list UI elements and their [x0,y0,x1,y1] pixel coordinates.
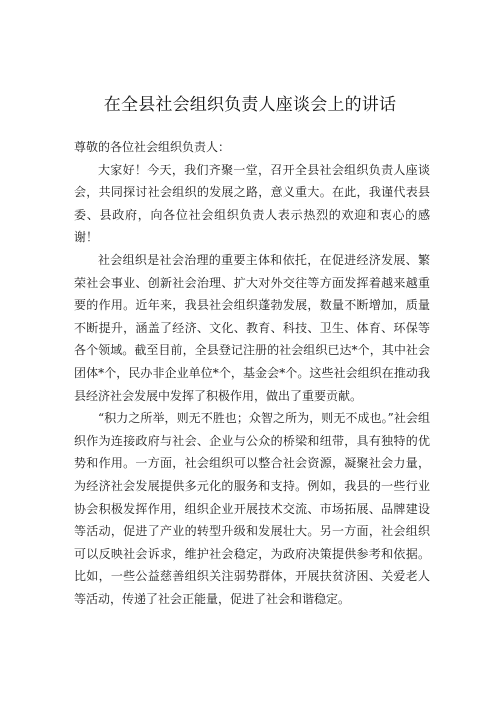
document-body [74,136,430,610]
paragraph-welcome: 大家好！今天，我们齐聚一堂，召开全县社会组织负责人座谈会，共同探讨社会组织的发展之路，意义重大。在此，我谨代表县委、县政府，向各位社会组织负责人表示热烈的欢迎和衷心的感谢！ [74,162,430,245]
document-title: 在全县社会组织负责人座谈会上的讲话 [103,95,397,115]
paragraph-advantages: “积力之所举，则无不胜也；众智之所为，则无不成也。”社会组织作为连接政府与社会、企业与公众的桥梁和纽带，具有独特的优势和作用。一方面，社会组织可以整合社会资源，凝聚社会力量，为经济社会发展提供多元化的服务和支持。例如，我县的一些行业协会积极发挥作用，组织企业开展技术交流、市场拓展、品牌建设等活动，促进了产业的转型升级和发展壮大。另一方面，社会组织可以反映社会诉求，维护社会稳定，为政府决策提供参考和依据。比如，一些公益慈善组织关注弱势群体，开展扶贫济困、关爱老人等活动，传递了社会正能量，促进了社会和谐稳定。 [74,411,430,606]
paragraph-role-of-social-organizations: 社会组织是社会治理的重要主体和依托，在促进经济发展、繁荣社会事业、创新社会治理、扩大对外交往等方面发挥着越来越重要的作用。近年来，我县社会组织蓬勃发展，数量不断增加，质量不断提升，涵盖了经济、文化、教育、科技、卫生、体育、环保等各个领域。截至目前，全县登记注册的社会组织已达*个，其中社会团体*个，民办非企业单位*个，基金会*个。这些社会组织在推动我县经济社会发展中发挥了积极作用，做出了重要贡献。 [74,252,430,403]
salutation: 尊敬的各位社会组织负责人： [74,140,231,154]
